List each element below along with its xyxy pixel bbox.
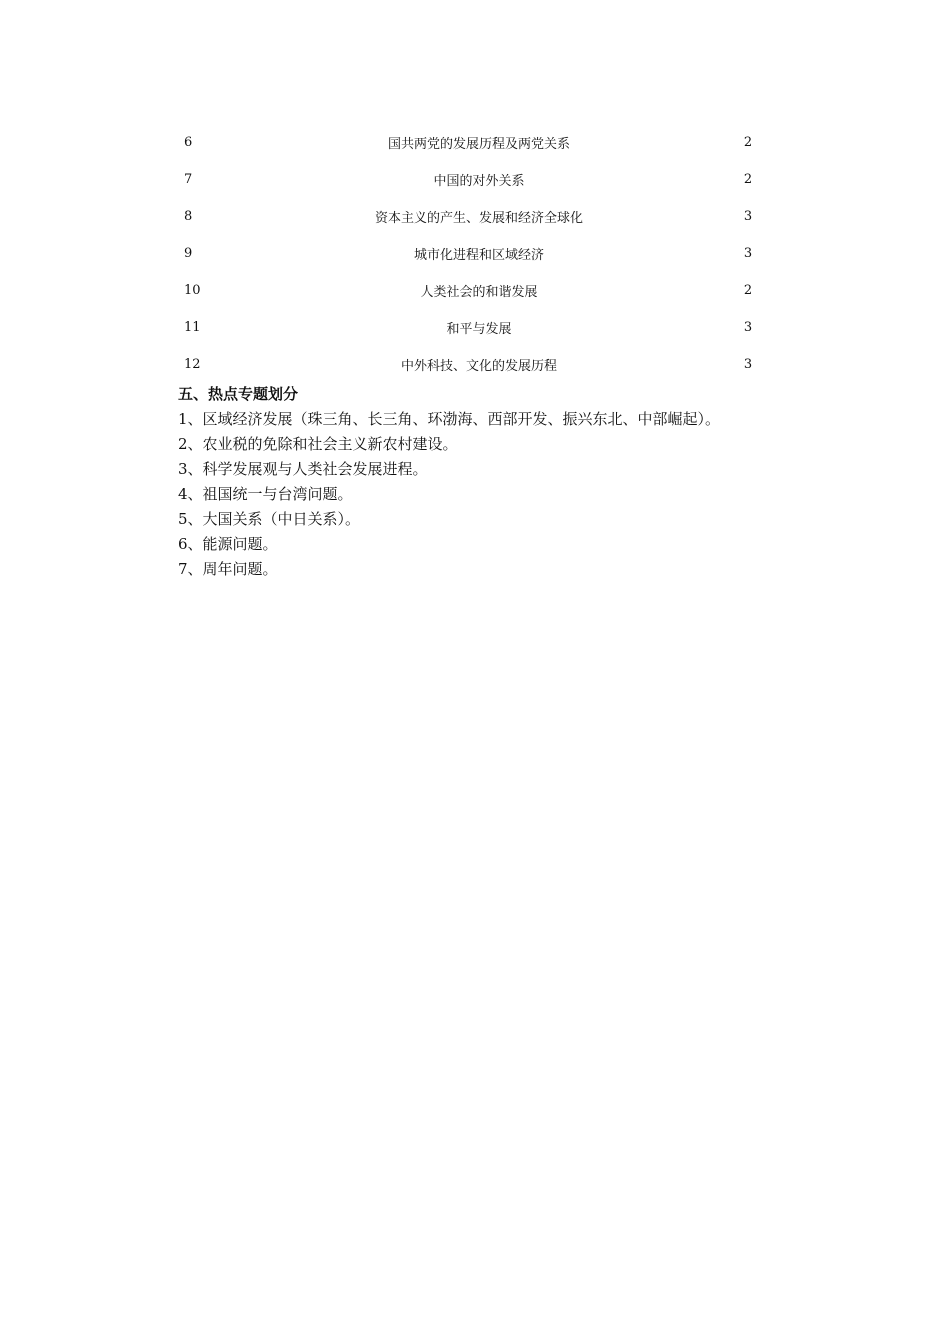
row-count: 2 bbox=[743, 172, 753, 187]
row-count: 3 bbox=[743, 320, 753, 335]
row-number: 11 bbox=[184, 320, 201, 335]
row-number: 7 bbox=[184, 172, 193, 187]
row-count: 2 bbox=[743, 135, 753, 150]
list-item: 3、科学发展观与人类社会发展进程。 bbox=[178, 460, 428, 478]
table-row bbox=[178, 309, 778, 346]
row-count: 2 bbox=[743, 283, 753, 298]
hot-topics-section bbox=[178, 382, 878, 582]
section-heading: 五、热点专题划分 bbox=[178, 385, 299, 403]
row-number: 8 bbox=[184, 209, 193, 224]
table-row bbox=[178, 272, 778, 309]
row-topic: 中外科技、文化的发展历程 bbox=[400, 359, 557, 374]
row-number: 6 bbox=[184, 135, 193, 150]
row-topic: 人类社会的和谐发展 bbox=[420, 285, 538, 300]
table-row bbox=[178, 124, 778, 161]
table-row bbox=[178, 161, 778, 198]
row-count: 3 bbox=[743, 209, 753, 224]
table-row bbox=[178, 198, 778, 235]
row-topic: 中国的对外关系 bbox=[433, 174, 525, 189]
row-number: 9 bbox=[184, 246, 193, 261]
row-number: 12 bbox=[184, 357, 201, 372]
list-item: 6、能源问题。 bbox=[178, 535, 278, 553]
row-topic: 国共两党的发展历程及两党关系 bbox=[387, 137, 570, 152]
list-item: 1、区域经济发展（珠三角、长三角、环渤海、西部开发、振兴东北、中部崛起）。 bbox=[178, 410, 721, 428]
table-row bbox=[178, 346, 778, 383]
list-item: 2、农业税的免除和社会主义新农村建设。 bbox=[178, 435, 458, 453]
topic-table bbox=[178, 124, 778, 383]
list-item: 5、大国关系（中日关系）。 bbox=[178, 510, 361, 528]
table-row bbox=[178, 235, 778, 272]
row-topic: 和平与发展 bbox=[446, 322, 512, 337]
list-item: 4、祖国统一与台湾问题。 bbox=[178, 485, 353, 503]
row-topic: 城市化进程和区域经济 bbox=[413, 248, 544, 263]
row-topic: 资本主义的产生、发展和经济全球化 bbox=[374, 211, 583, 226]
row-count: 3 bbox=[743, 246, 753, 261]
hot-topics-list bbox=[178, 407, 878, 582]
list-item: 7、周年问题。 bbox=[178, 560, 278, 578]
row-number: 10 bbox=[184, 283, 201, 298]
row-count: 3 bbox=[743, 357, 753, 372]
